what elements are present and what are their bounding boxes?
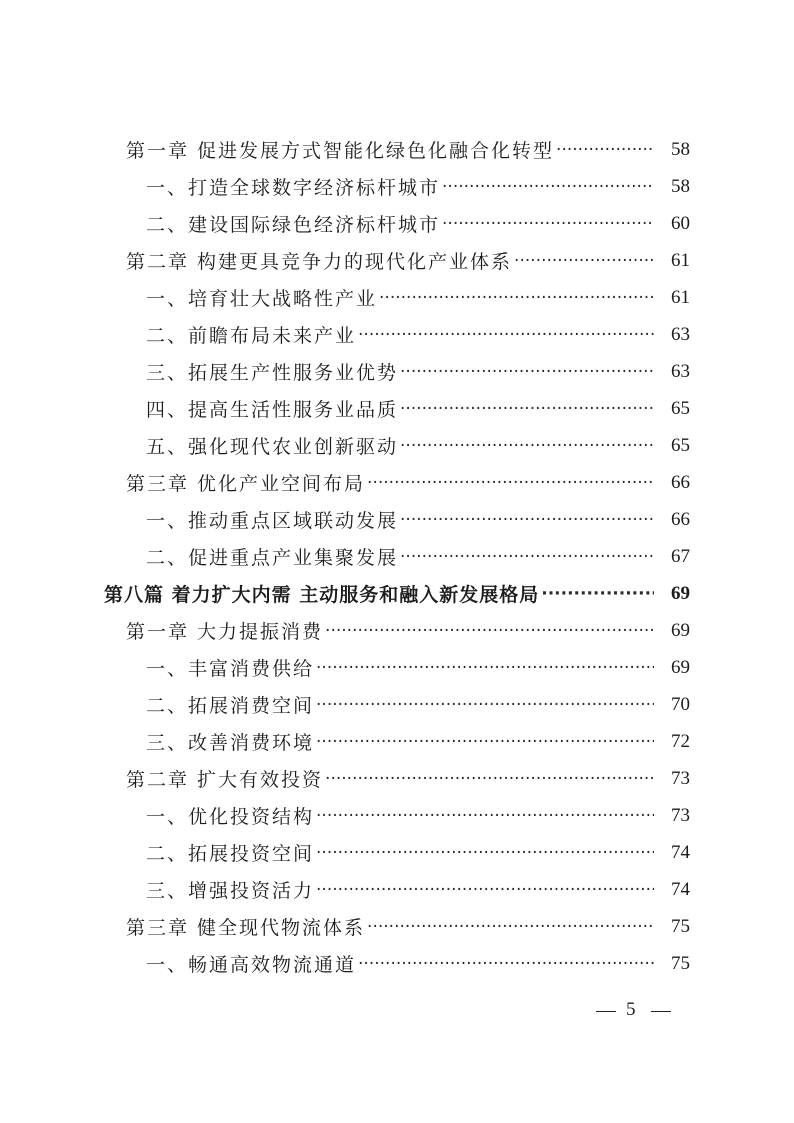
toc-dot-leader: [556, 131, 654, 168]
toc-entry-title: 一、培育壮大战略性产业: [146, 284, 379, 311]
toc-entry-chapter[interactable]: [0, 760, 794, 797]
toc-entry-section[interactable]: [0, 871, 794, 908]
toc-entry-title: 四、提高生活性服务业品质: [146, 395, 400, 422]
toc-entry-title: 第一章 促进发展方式智能化绿色化融合化转型: [126, 136, 556, 163]
toc-entry-title: 三、改善消费环境: [146, 728, 316, 755]
toc-dot-leader: [367, 464, 654, 501]
toc-entry-section[interactable]: [0, 723, 794, 760]
toc-entry-section[interactable]: [0, 390, 794, 427]
toc-entry-section[interactable]: [0, 427, 794, 464]
page-footer: [0, 996, 794, 1026]
toc-entry-page-number: 74: [671, 878, 690, 900]
toc-entry-title: 一、打造全球数字经济标杆城市: [146, 173, 442, 200]
toc-entry-title: 二、前瞻布局未来产业: [146, 321, 358, 348]
toc-entry-page-number: 70: [671, 693, 690, 715]
toc-entry-section[interactable]: [0, 168, 794, 205]
toc-entry-section[interactable]: [0, 501, 794, 538]
toc-entry-page-number: 67: [671, 545, 690, 567]
toc-dot-leader: [316, 649, 654, 686]
toc-entry-section[interactable]: [0, 279, 794, 316]
toc-dot-leader: [316, 797, 654, 834]
toc-entry-section[interactable]: [0, 538, 794, 575]
toc-dot-leader: [325, 612, 654, 649]
toc-entry-title: 一、畅通高效物流通道: [146, 950, 358, 977]
toc-entry-page-number: 75: [671, 915, 690, 937]
toc-entry-title: 三、增强投资活力: [146, 876, 316, 903]
toc-entry-page-number: 58: [671, 138, 690, 160]
toc-entry-chapter[interactable]: [0, 464, 794, 501]
footer-dash-right: [651, 1011, 671, 1012]
page-number: 5: [626, 999, 636, 1020]
toc-entry-title: 二、拓展投资空间: [146, 839, 316, 866]
toc-entry-section[interactable]: [0, 834, 794, 871]
toc-entry-page-number: 60: [671, 212, 690, 234]
toc-dot-leader: [316, 871, 654, 908]
toc-entry-section[interactable]: [0, 686, 794, 723]
toc-dot-leader: [358, 316, 654, 353]
toc-entry-chapter[interactable]: [0, 242, 794, 279]
toc-entry-page-number: 66: [671, 471, 690, 493]
toc-entry-title: 第八篇 着力扩大内需 主动服务和融入新发展格局: [104, 580, 541, 607]
toc-entry-title: 二、促进重点产业集聚发展: [146, 543, 400, 570]
toc-entry-section[interactable]: [0, 353, 794, 390]
toc-entry-title: 一、丰富消费供给: [146, 654, 316, 681]
toc-entry-title: 二、拓展消费空间: [146, 691, 316, 718]
toc-entry-section[interactable]: [0, 205, 794, 242]
toc-entry-title: 第二章 扩大有效投资: [126, 765, 325, 792]
toc-dot-leader: [514, 242, 654, 279]
toc-dot-leader: [325, 760, 654, 797]
table-of-contents: [0, 131, 794, 982]
toc-entry-page-number: 69: [671, 619, 690, 641]
toc-entry-page-number: 58: [671, 175, 690, 197]
toc-entry-section[interactable]: [0, 649, 794, 686]
toc-entry-chapter[interactable]: [0, 612, 794, 649]
toc-dot-leader: [400, 390, 654, 427]
toc-entry-title: 第三章 健全现代物流体系: [126, 913, 367, 940]
toc-dot-leader: [367, 908, 654, 945]
toc-dot-leader: [400, 501, 654, 538]
toc-entry-page-number: 69: [671, 656, 690, 678]
toc-entry-title: 一、优化投资结构: [146, 802, 316, 829]
toc-entry-title: 第一章 大力提振消费: [126, 617, 325, 644]
toc-entry-title: 一、推动重点区域联动发展: [146, 506, 400, 533]
toc-entry-page-number: 66: [671, 508, 690, 530]
toc-entry-section[interactable]: [0, 945, 794, 982]
toc-dot-leader: [358, 945, 654, 982]
toc-entry-page-number: 65: [671, 397, 690, 419]
toc-entry-page-number: 61: [671, 286, 690, 308]
toc-entry-title: 第二章 构建更具竞争力的现代化产业体系: [126, 247, 514, 274]
toc-entry-page-number: 61: [671, 249, 690, 271]
toc-dot-leader: [316, 686, 654, 723]
toc-dot-leader: [316, 834, 654, 871]
footer-dash-left: [596, 1011, 616, 1012]
toc-entry-page-number: 69: [671, 582, 690, 604]
toc-dot-leader: [442, 168, 654, 205]
toc-entry-page-number: 72: [671, 730, 690, 752]
toc-entry-title: 五、强化现代农业创新驱动: [146, 432, 400, 459]
toc-dot-leader: [379, 279, 654, 316]
toc-entry-page-number: 74: [671, 841, 690, 863]
toc-entry-page-number: 73: [671, 767, 690, 789]
toc-dot-leader: [442, 205, 654, 242]
toc-dot-leader: [400, 353, 654, 390]
toc-entry-page-number: 63: [671, 323, 690, 345]
toc-entry-chapter[interactable]: [0, 131, 794, 168]
toc-entry-title: 三、拓展生产性服务业优势: [146, 358, 400, 385]
toc-entry-page-number: 73: [671, 804, 690, 826]
toc-entry-title: 第三章 优化产业空间布局: [126, 469, 367, 496]
toc-entry-page-number: 75: [671, 952, 690, 974]
toc-entry-page-number: 63: [671, 360, 690, 382]
toc-dot-leader: [316, 723, 654, 760]
toc-entry-section[interactable]: [0, 797, 794, 834]
toc-entry-section[interactable]: [0, 316, 794, 353]
toc-entry-title: 二、建设国际绿色经济标杆城市: [146, 210, 442, 237]
toc-entry-part[interactable]: [0, 575, 794, 612]
toc-entry-page-number: 65: [671, 434, 690, 456]
toc-entry-chapter[interactable]: [0, 908, 794, 945]
toc-dot-leader: [400, 427, 654, 464]
toc-dot-leader: [400, 538, 654, 575]
toc-dot-leader: [541, 575, 654, 612]
